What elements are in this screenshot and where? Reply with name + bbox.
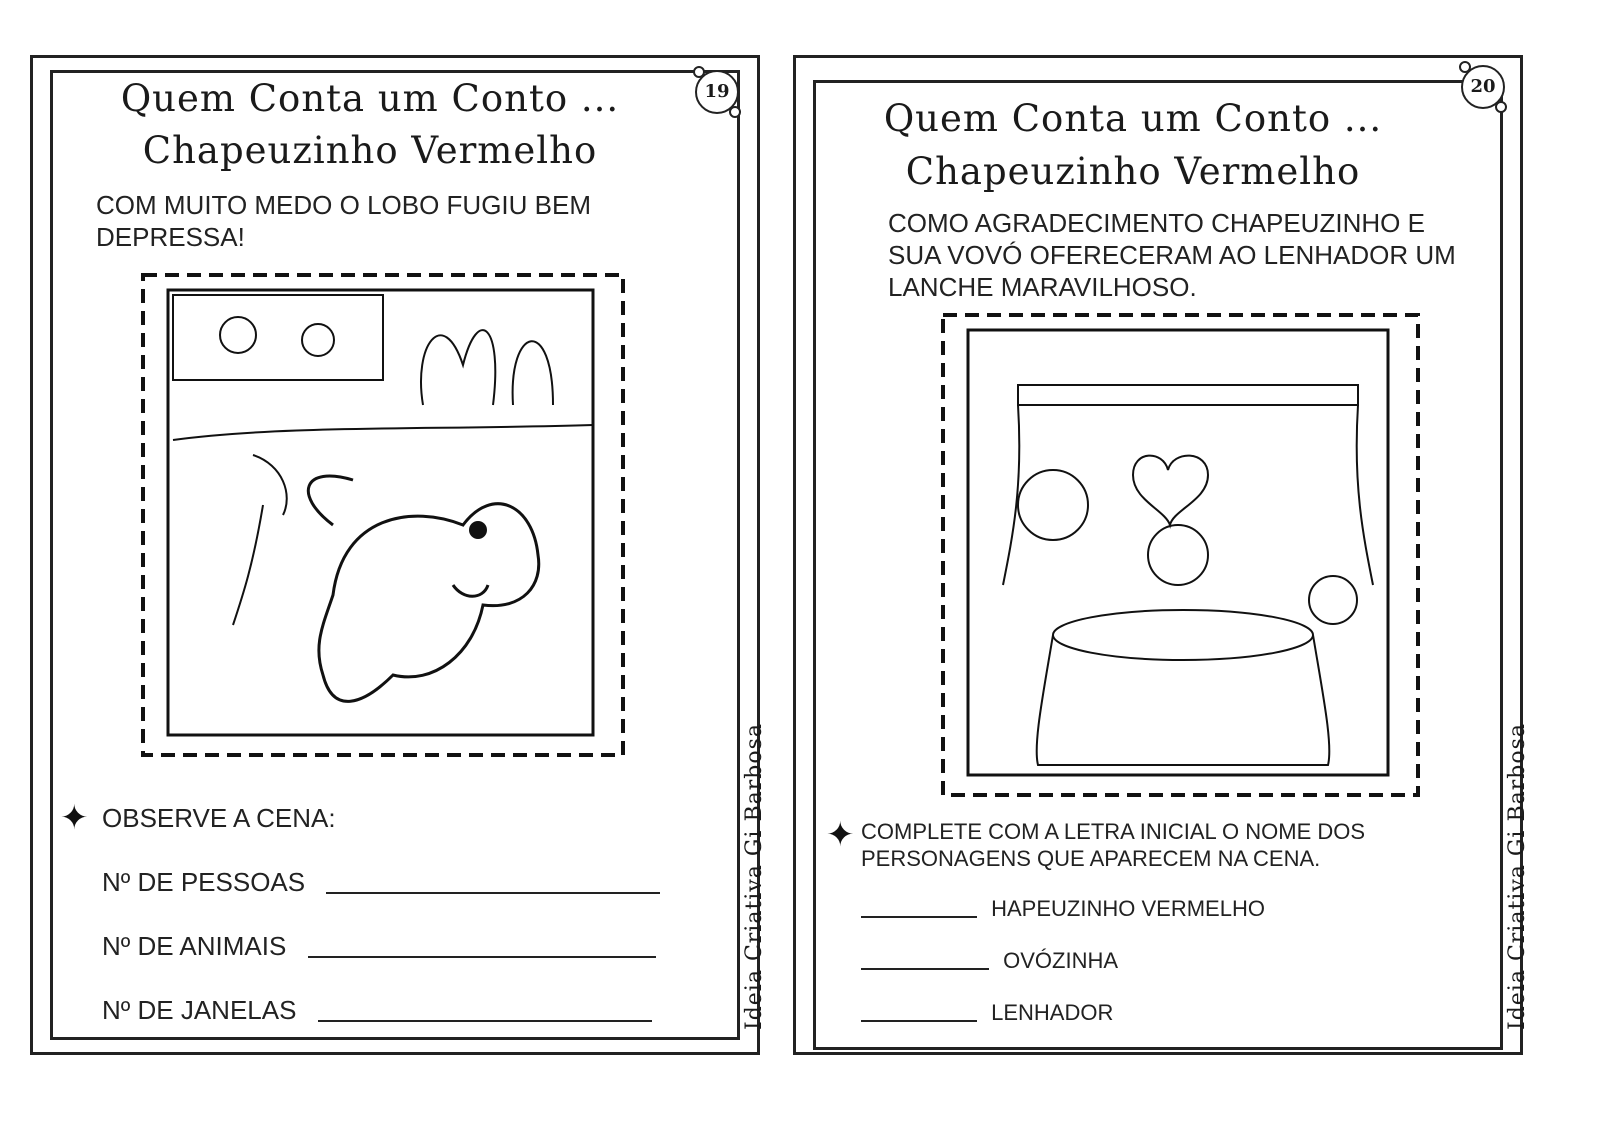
story-text: COM MUITO MEDO O LOBO FUGIU BEM DEPRESSA! <box>96 190 591 252</box>
field-row-animais <box>102 931 656 962</box>
star-bullet-icon: ✦ <box>60 799 89 837</box>
page-title-line2: Chapeuzinho Vermelho <box>905 150 1361 193</box>
field-label: Nº DE JANELAS <box>102 995 297 1025</box>
instruction: COMPLETE COM A LETRA INICIAL O NOME DOS PERSONAGENS QUE APARECEM NA CENA. <box>861 819 1366 871</box>
answer-blank[interactable] <box>326 892 660 894</box>
worksheet-page-19 <box>30 55 767 1055</box>
field-label: LENHADOR <box>991 1000 1114 1025</box>
answer-blank[interactable] <box>308 956 656 958</box>
wolf-running-scene-icon <box>133 265 633 765</box>
field-row-chapeuzinho <box>861 896 1265 922</box>
field-label: HAPEUZINHO VERMELHO <box>991 896 1265 921</box>
author-credit: Ideia Criativa Gi Barbosa <box>742 723 767 1030</box>
field-label: OVÓZINHA <box>1003 948 1119 973</box>
page-number-badge: 19 <box>695 70 739 114</box>
tea-party-scene-icon <box>933 305 1428 805</box>
answer-blank[interactable] <box>861 968 989 970</box>
story-text: COMO AGRADECIMENTO CHAPEUZINHO E SUA VOVÓ OFERECERAM AO LENHADOR UM LANCHE MARAVILHOSO. <box>888 208 1456 302</box>
field-label: Nº DE ANIMAIS <box>102 931 287 961</box>
answer-blank[interactable] <box>861 1020 977 1022</box>
answer-blank[interactable] <box>861 916 977 918</box>
page-number-badge: 20 <box>1461 65 1505 109</box>
star-bullet-icon: ✦ <box>826 816 855 854</box>
field-row-janelas <box>102 995 652 1026</box>
field-row-pessoas <box>102 867 660 898</box>
page-title-line2: Chapeuzinho Vermelho <box>142 129 598 172</box>
field-row-lenhador <box>861 1000 1113 1026</box>
author-credit: Ideia Criativa Gi Barbosa <box>1505 723 1530 1030</box>
field-label: Nº DE PESSOAS <box>102 867 306 897</box>
worksheet-page-20 <box>793 55 1530 1055</box>
page-title-line1: Quem Conta um Conto ... <box>120 77 620 120</box>
page-title-line1: Quem Conta um Conto ... <box>883 97 1383 140</box>
instruction: OBSERVE A CENA: <box>102 803 336 833</box>
field-row-vovozinha <box>861 948 1118 974</box>
answer-blank[interactable] <box>318 1020 652 1022</box>
